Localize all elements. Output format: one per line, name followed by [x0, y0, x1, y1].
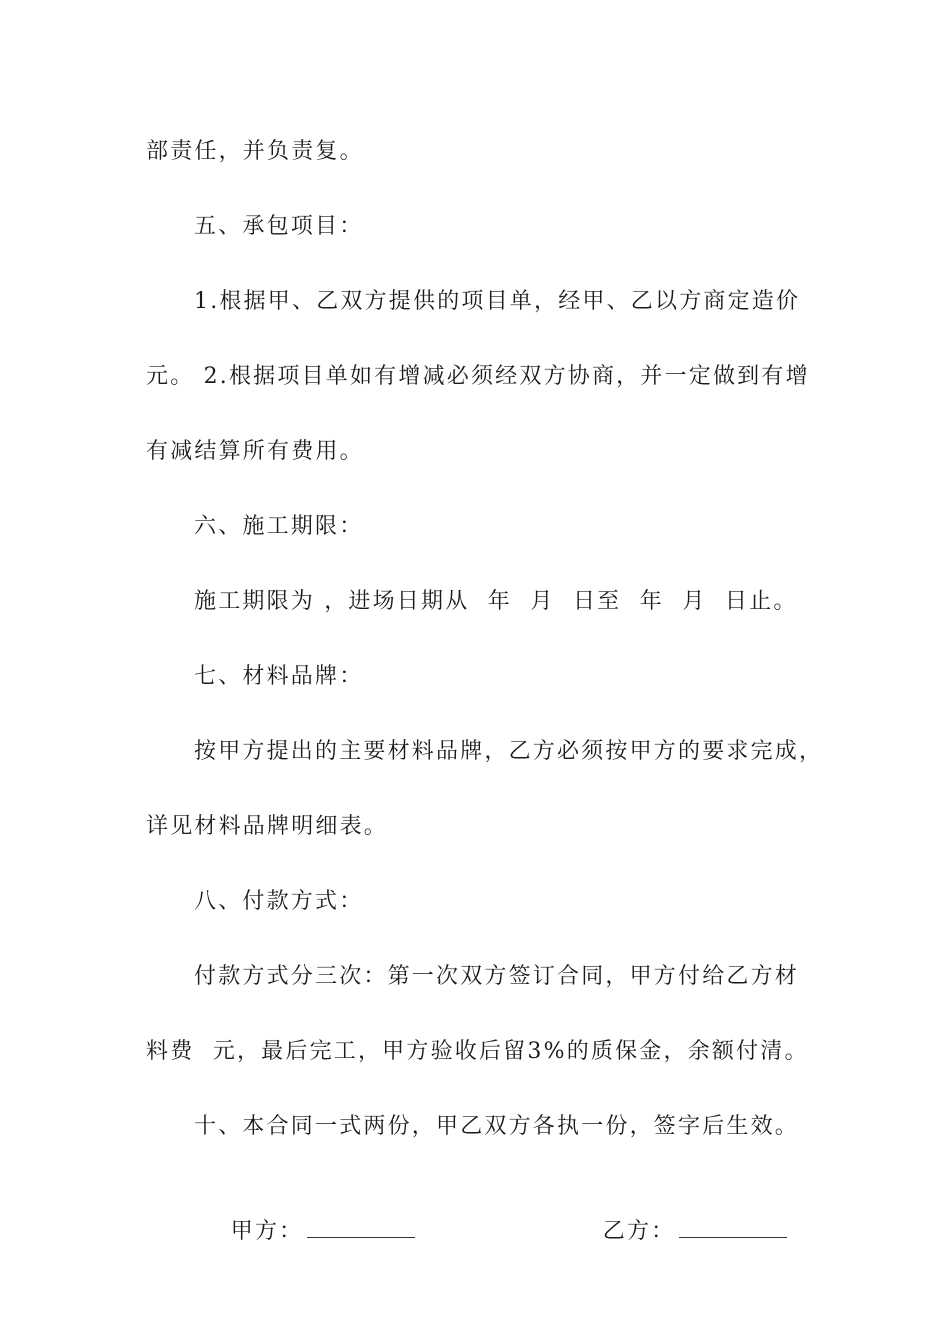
paragraph-line: 施工期限为 ，进场日期从 年 月 日至 年 月 日止。 — [194, 589, 798, 614]
paragraph-line: 有减结算所有费用。 — [146, 439, 364, 464]
paragraph-line: 1.根据甲、乙双方提供的项目单，经甲、乙以方商定造价 — [194, 289, 801, 314]
party-b-label: 乙方： — [602, 1219, 676, 1244]
paragraph-line: 元。 2.根据项目单如有增减必须经双方协商，并一定做到有增 — [146, 364, 810, 389]
paragraph-line: 详见材料品牌明细表。 — [146, 814, 389, 839]
party-b-signature — [566, 1187, 787, 1277]
paragraph-line: 料费 元，最后完工，甲方验收后留3%的质保金，余额付清。 — [146, 1039, 809, 1064]
paragraph-line: 部责任，并负责复。 — [146, 139, 364, 164]
party-a-signature — [194, 1187, 415, 1277]
party-a-label: 甲方： — [230, 1219, 304, 1244]
party-b-signature-line — [679, 1217, 787, 1238]
party-a-signature-line — [307, 1217, 415, 1238]
section-heading-7: 七、材料品牌： — [194, 664, 364, 689]
section-heading-10: 十、本合同一式两份，甲乙双方各执一份，签字后生效。 — [194, 1114, 800, 1139]
paragraph-line: 按甲方提出的主要材料品牌，乙方必须按甲方的要求完成， — [194, 739, 824, 764]
section-heading-8: 八、付款方式： — [194, 889, 364, 914]
paragraph-line: 付款方式分三次：第一次双方签订合同，甲方付给乙方材 — [194, 964, 800, 989]
section-heading-5: 五、承包项目： — [194, 214, 364, 239]
section-heading-6: 六、施工期限： — [194, 514, 364, 539]
